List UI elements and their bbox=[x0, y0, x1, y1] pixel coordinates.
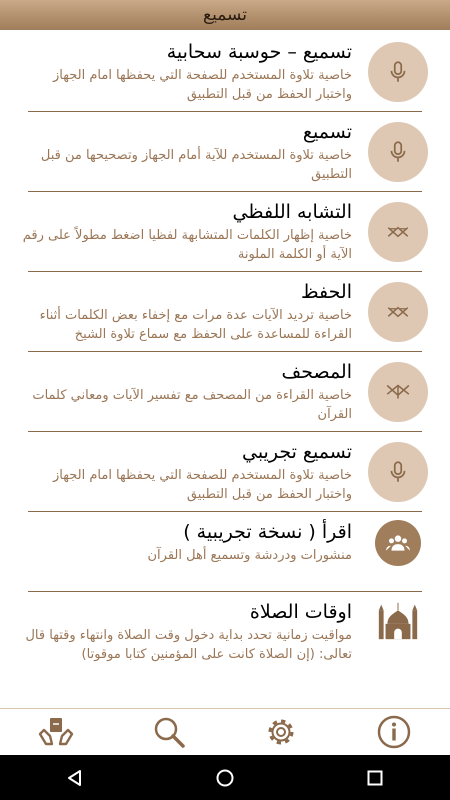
home-icon[interactable] bbox=[205, 758, 245, 798]
item-description: خاصية ترديد الآيات عدة مرات مع إخفاء بعض الكلمات أثناء القراءة للمساعدة على الحفظ مع سماع تلاوة الشيخ bbox=[39, 308, 352, 342]
microphone-icon bbox=[368, 42, 428, 102]
item-title: تسميع – حوسبة سحابية bbox=[166, 41, 352, 63]
settings-gear-icon[interactable] bbox=[258, 711, 304, 753]
feature-list bbox=[0, 32, 450, 688]
item-title: تسميع تجريبي bbox=[241, 441, 352, 463]
list-item-recitation[interactable] bbox=[0, 112, 450, 192]
item-title: اقرأ ( نسخة تجريبية ) bbox=[183, 521, 352, 543]
item-description: خاصية إظهار الكلمات المتشابهة لفظيا اضغط مطولاً على رقم الآية أو الكلمة الملونة bbox=[22, 228, 352, 262]
back-icon[interactable] bbox=[55, 758, 95, 798]
item-description: مواقيت زمانية تحدد بداية دخول وقت الصلاة وانتهاء وقتها قال تعالى: (إن الصلاة كانت على المؤمنين كتابا موقوتا) bbox=[25, 628, 352, 662]
community-icon bbox=[375, 520, 421, 566]
list-item-trial-recitation[interactable] bbox=[0, 432, 450, 512]
microphone-icon bbox=[368, 122, 428, 182]
hands-book-icon[interactable] bbox=[33, 711, 79, 753]
quran-stand-icon bbox=[368, 282, 428, 342]
info-icon[interactable] bbox=[371, 711, 417, 753]
recents-icon[interactable] bbox=[355, 758, 395, 798]
item-description: خاصية تلاوة المستخدم للصفحة التي يحفظها امام الجهاز واختبار الحفظ من قبل التطبيق bbox=[53, 468, 352, 502]
list-item-cloud-recitation[interactable] bbox=[0, 32, 450, 112]
item-description: خاصية القراءة من المصحف مع تفسير الآيات ومعاني كلمات القرآن bbox=[32, 388, 352, 422]
item-title: التشابه اللفظي bbox=[232, 201, 352, 223]
app-header bbox=[0, 0, 450, 30]
microphone-icon bbox=[368, 442, 428, 502]
list-item-mushaf[interactable] bbox=[0, 352, 450, 432]
list-item-prayer-times[interactable] bbox=[0, 592, 450, 688]
list-item-memorization[interactable] bbox=[0, 272, 450, 352]
item-title: الحفظ bbox=[301, 281, 352, 303]
item-description: خاصية تلاوة المستخدم للصفحة التي يحفظها امام الجهاز واختبار الحفظ من قبل التطبيق bbox=[53, 68, 352, 102]
mosque-icon bbox=[374, 596, 422, 644]
bottom-navigation bbox=[0, 708, 450, 755]
page-title: تسميع bbox=[203, 5, 247, 25]
open-quran-icon bbox=[368, 362, 428, 422]
item-title: تسميع bbox=[302, 121, 352, 143]
quran-stand-icon bbox=[368, 202, 428, 262]
list-item-similar-words[interactable] bbox=[0, 192, 450, 272]
item-title: المصحف bbox=[281, 361, 352, 383]
item-title: اوقات الصلاة bbox=[249, 601, 352, 623]
list-item-iqra[interactable] bbox=[0, 512, 450, 592]
search-icon[interactable] bbox=[146, 711, 192, 753]
item-description: منشورات ودردشة وتسميع أهل القرآن bbox=[147, 548, 352, 563]
system-navigation-bar bbox=[0, 755, 450, 800]
item-description: خاصية تلاوة المستخدم للآية أمام الجهاز وتصحيحها من قبل التطبيق bbox=[40, 148, 352, 182]
